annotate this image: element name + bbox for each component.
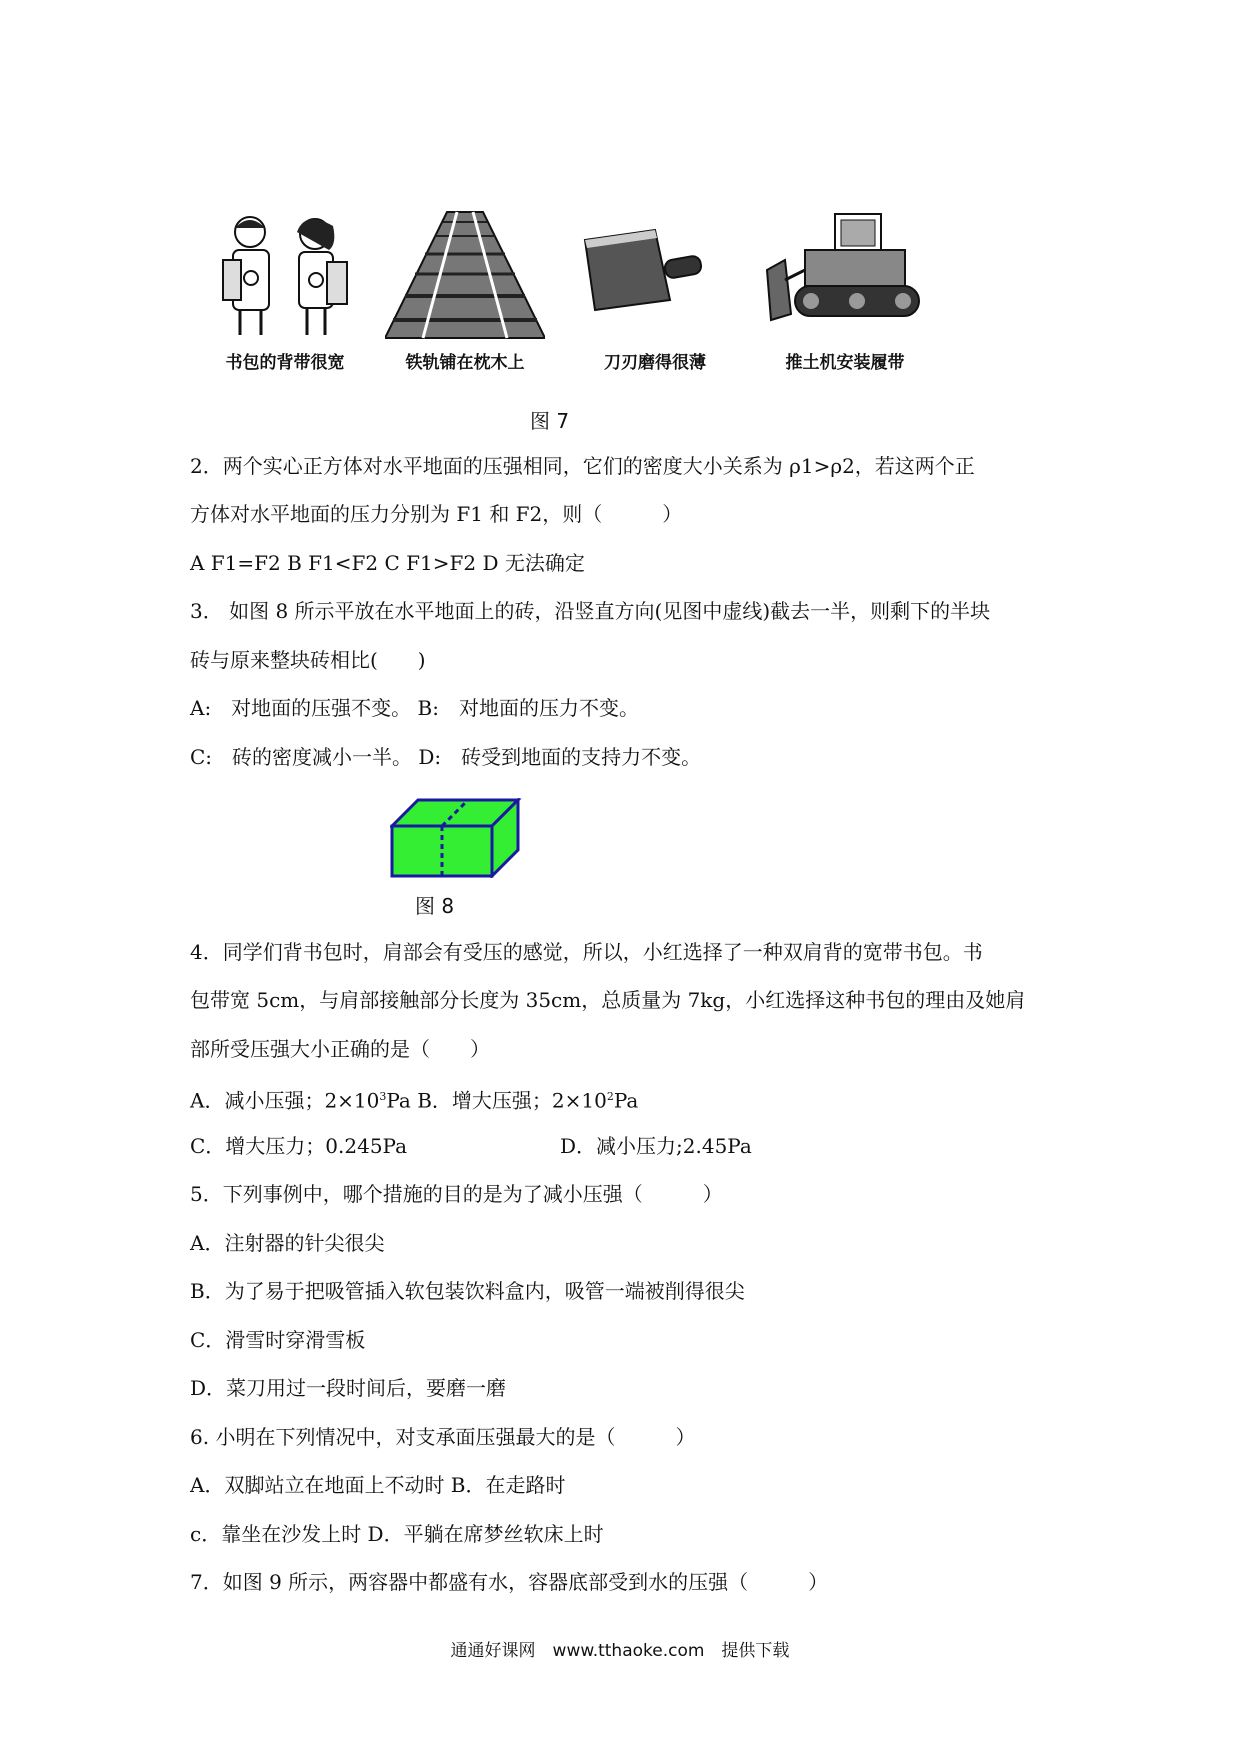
backpack-kids-illustration (205, 210, 365, 380)
q4-line-2: 包带宽 5cm，与肩部接触部分长度为 35cm，总质量为 7kg，小红选择这种书包的理由及她肩 (190, 988, 1026, 1012)
q4-line-3: 部所受压强大小正确的是（ ） (190, 1037, 490, 1061)
q6-stem: 6. 小明在下列情况中，对支承面压强最大的是（ ） (190, 1425, 696, 1449)
q5-option-a: A．注射器的针尖很尖 (190, 1231, 385, 1255)
q4-line-1: 4．同学们背书包时，肩部会有受压的感觉，所以，小红选择了一种双肩背的宽带书包。书 (190, 940, 983, 964)
brick-figure (390, 798, 530, 882)
q3-line-2: 砖与原来整块砖相比( ) (190, 648, 426, 672)
caption-cleaver: 刀刃磨得很薄 (604, 353, 706, 373)
q5-option-d: D．菜刀用过一段时间后，要磨一磨 (190, 1376, 507, 1400)
bulldozer-illustration (765, 210, 925, 380)
q3-options-ab: A: 对地面的压强不变。 B: 对地面的压力不变。 (190, 696, 639, 720)
q6-options-ab: A．双脚站立在地面上不动时 B．在走路时 (190, 1473, 566, 1497)
q4-option-a-exponent: 3 (379, 1090, 387, 1103)
q5-option-b: B．为了易于把吸管插入软包装饮料盒内，吸管一端被削得很尖 (190, 1279, 745, 1303)
cleaver-illustration (575, 210, 735, 380)
q4-option-b-exponent: 2 (606, 1090, 614, 1103)
q5-option-c: C．滑雪时穿滑雪板 (190, 1328, 366, 1352)
caption-bulldozer: 推土机安装履带 (785, 353, 905, 373)
q4-option-a-text: A．减小压强；2×10 (190, 1088, 380, 1113)
q2-line-1: 2．两个实心正方体对水平地面的压强相同，它们的密度大小关系为 ρ1>ρ2，若这两个正 (190, 454, 975, 478)
figure-7 (205, 210, 945, 380)
q4-option-c: C．增大压力；0.245Pa (190, 1134, 408, 1158)
caption-railway: 铁轨铺在枕木上 (405, 353, 525, 373)
q3-line-1: 3． 如图 8 所示平放在水平地面上的砖，沿竖直方向(见图中虚线)截去一半，则剩下的半块 (190, 599, 991, 623)
q7-stem: 7．如图 9 所示，两容器中都盛有水，容器底部受到水的压强（ ） (190, 1570, 829, 1594)
q2-line-2: 方体对水平地面的压力分别为 F1 和 F2，则（ ） (190, 502, 683, 526)
q4-option-d: D．减小压力;2.45Pa (560, 1134, 752, 1158)
q4-options-ab (190, 1083, 638, 1115)
railway-illustration (385, 210, 545, 380)
caption-backpack: 书包的背带很宽 (225, 353, 345, 373)
q2-options: A F1=F2 B F1<F2 C F1>F2 D 无法确定 (190, 551, 585, 575)
q5-stem: 5．下列事例中，哪个措施的目的是为了减小压强（ ） (190, 1182, 723, 1206)
q3-options-cd: C: 砖的密度减小一半。 D: 砖受到地面的支持力不变。 (190, 745, 702, 769)
figure-8-label: 图 8 (415, 894, 455, 918)
q4-option-b-unit: Pa (613, 1088, 639, 1113)
q6-options-cd: c．靠坐在沙发上时 D．平躺在席梦丝软床上时 (190, 1522, 604, 1546)
page-footer: 通通好课网 www.tthaoke.com 提供下载 (450, 1641, 790, 1661)
q4-option-b-text: Pa B．增大压强；2×10 (386, 1088, 607, 1113)
figure-7-label: 图 7 (530, 409, 570, 433)
